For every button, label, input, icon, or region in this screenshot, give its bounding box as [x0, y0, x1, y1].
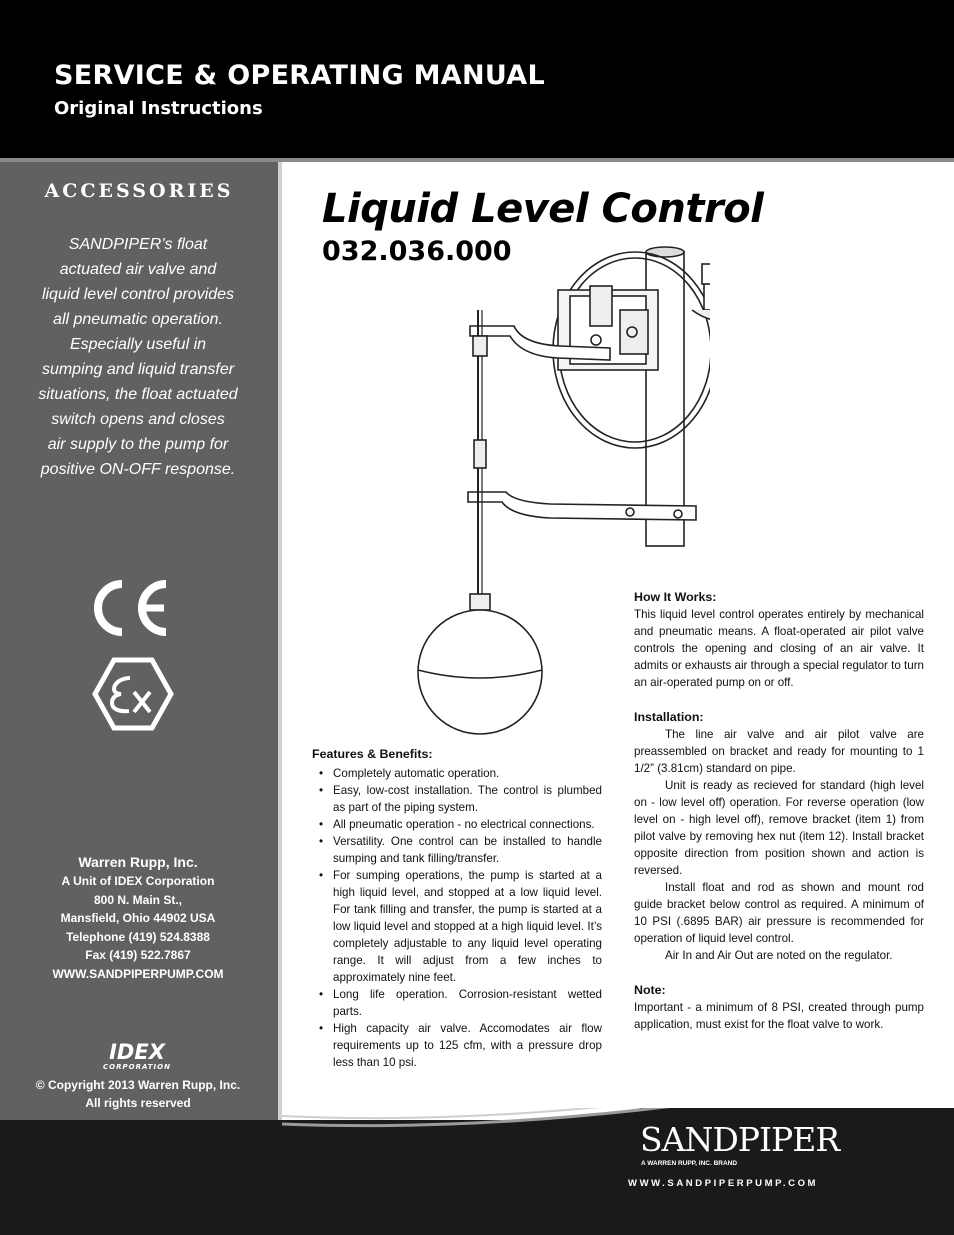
- company-web: WWW.SANDPIPERPUMP.COM: [52, 966, 224, 981]
- installation-paragraph: The line air valve and air pilot valve are preassembled on bracket and ready for mounting to 1 1/2” (3.81cm) standard on pipe.: [634, 728, 924, 775]
- how-it-works-text: This liquid level control operates entirely by mechanical and pneumatic means. A float-operated air pilot valve controls the opening and closing of an air valve. It admits or exhausts air through a special regulator to turn an air-operated pump on or off.: [634, 608, 924, 689]
- company-city: Mansfield, Ohio 44902 USA: [60, 911, 216, 925]
- features-heading: Features & Benefits:: [312, 747, 433, 761]
- sandpiper-logo: SANDPIPER: [640, 1120, 840, 1159]
- installation-paragraph: Install float and rod as shown and mount rod guide bracket below control as required. A minimum of 10 PSI (.6895 BAR) air pressure is recommended for operation of liquid level control.: [634, 881, 924, 945]
- company-unit: A Unit of IDEX Corporation: [61, 874, 215, 888]
- how-it-works-heading: How It Works:: [634, 590, 717, 604]
- copyright: [0, 1076, 276, 1112]
- installation-paragraph: Air In and Air Out are noted on the regulator.: [665, 949, 893, 962]
- company-phone: Telephone (419) 524.8388: [66, 929, 210, 944]
- installation-heading: Installation:: [634, 710, 704, 724]
- footer-url[interactable]: WWW.SANDPIPERPUMP.COM: [628, 1178, 819, 1189]
- ce-mark-icon: [88, 578, 170, 638]
- desc-line: all pneumatic operation.: [53, 311, 223, 328]
- desc-line: switch opens and closes: [51, 411, 225, 428]
- desc-line: sumping and liquid transfer: [41, 361, 235, 378]
- desc-line: SANDPIPER’s float: [68, 236, 208, 253]
- part-number: 032.036.000: [322, 236, 512, 267]
- manual-title: SERVICE & OPERATING MANUAL: [54, 60, 545, 91]
- installation-paragraph: Unit is ready as recieved for standard (high level on - low level off) operation. For reverse operation (low level on - high level off), remove bracket (item 1) from pilot valve by removing hex nut (item 12). Install bracket opposite direction from position shown and action is reversed.: [634, 779, 924, 877]
- feature-item: • Long life operation. Corrosion-resistant wetted parts.: [312, 986, 602, 1020]
- sidebar-heading: ACCESSORIES: [44, 180, 234, 202]
- desc-line: positive ON-OFF response.: [40, 461, 236, 478]
- footer-swoosh: [282, 1108, 954, 1235]
- brand-tagline: A WARREN RUPP, INC. BRAND: [641, 1160, 738, 1167]
- feature-item: • Easy, low-cost installation. The control is plumbed as part of the piping system.: [312, 782, 602, 816]
- company-info: [0, 852, 276, 983]
- manual-subtitle: Original Instructions: [54, 98, 263, 119]
- desc-line: situations, the float actuated: [38, 386, 238, 403]
- idex-logo-text: IDEX: [109, 1040, 165, 1064]
- note-heading: Note:: [634, 983, 666, 997]
- features-list: [312, 765, 602, 1071]
- idex-logo: [98, 1040, 176, 1070]
- rights-line: All rights reserved: [85, 1096, 191, 1110]
- feature-item: • All pneumatic operation - no electrical connections.: [312, 816, 602, 833]
- idex-logo-sub: CORPORATION: [103, 1063, 171, 1070]
- note-text: Important - a minimum of 8 PSI, created through pump application, must exist for the float valve to work.: [634, 1001, 924, 1031]
- atex-ex-icon: [92, 656, 174, 732]
- desc-line: liquid level control provides: [41, 286, 235, 303]
- feature-item: • Versatility. One control can be installed to handle sumping and tank filling/transfer.: [312, 833, 602, 867]
- copyright-line: © Copyright 2013 Warren Rupp, Inc.: [35, 1078, 241, 1092]
- company-fax: Fax (419) 522.7867: [85, 948, 191, 962]
- sidebar-edge: [278, 162, 282, 1235]
- details-column: [634, 589, 924, 1033]
- features-section: [312, 746, 602, 1071]
- desc-line: Especially useful in: [69, 336, 207, 353]
- company-street: 800 N. Main St.,: [93, 892, 183, 907]
- feature-item: • High capacity air valve. Accomodates air flow requirements up to 125 cfm, with a pressure drop less than 10 psi.: [312, 1020, 602, 1071]
- sidebar-description: [20, 232, 256, 482]
- feature-item: • Completely automatic operation.: [312, 765, 602, 782]
- desc-line: air supply to the pump for: [47, 436, 229, 453]
- desc-line: actuated air valve and: [59, 261, 217, 278]
- product-title: Liquid Level Control: [322, 186, 764, 232]
- company-name: Warren Rupp, Inc.: [78, 854, 198, 870]
- feature-item: • For sumping operations, the pump is started at a high liquid level, and stopped at a low liquid level. For tank filling and transfer, the pump is started at a low liquid level and stopped at a high liquid level. It’s completely adjustable to any liquid level operating range. It will adjust from a few inches to approximately nine feet.: [312, 867, 602, 986]
